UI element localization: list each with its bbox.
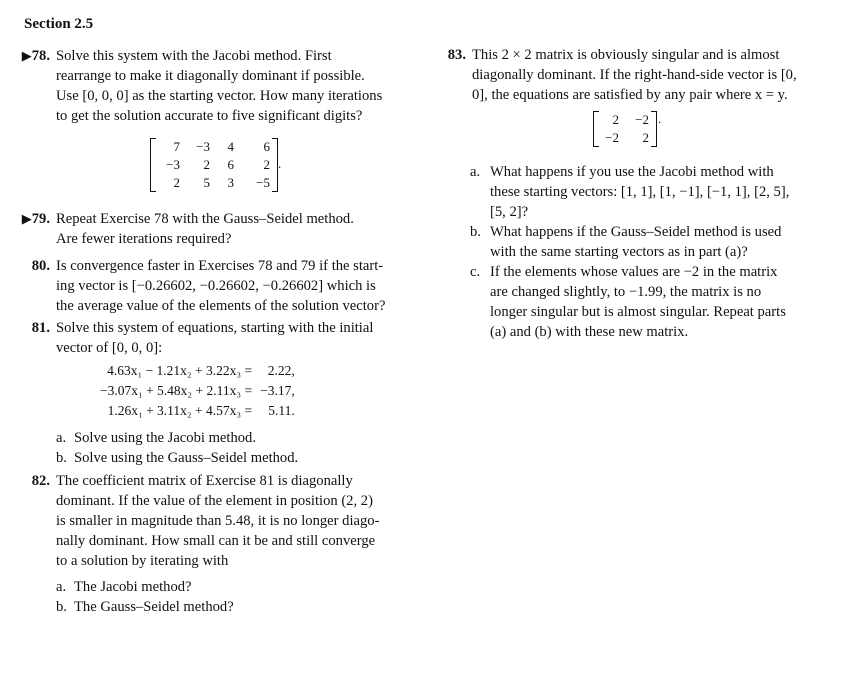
exercise-text: Repeat Exercise 78 with the Gauss–Seidel method. Are fewer iterations required? [56, 211, 354, 247]
equation-lhs: 4.63x₁ − 1.21x₂ + 3.22x₃ = [107, 363, 253, 378]
exercise-number: 81. [31, 320, 50, 336]
exercise-79 [0, 209, 400, 249]
exercise-number: 82. [31, 473, 50, 489]
triangle-marker-icon: ▶ [21, 211, 32, 226]
matrix-78-period: . [278, 156, 282, 171]
matrix-83-period: . [658, 111, 662, 126]
exercise-81-parts [0, 428, 400, 468]
exercise-83-parts [422, 162, 832, 342]
triangle-marker-icon: ▶ [21, 48, 32, 63]
exercise-text: Solve this system with the Jacobi method. First rearrange to make it diagonally dominant if possible. Use [0, 0, 0] as the starting vector. How many iterations to get the solution accurate to five significant digits? [56, 48, 383, 124]
exercise-78 [0, 46, 400, 126]
exercise-text: This 2 × 2 matrix is obviously singular and is almost diagonally dominant. If the right-hand-side vector is [0, 0], the equations are satisfied by any pair where x = y. [472, 47, 797, 103]
equation-rhs: −3.17, [260, 383, 295, 398]
section-title: Section 2.5 [24, 16, 94, 32]
exercise-number: ▶79. [21, 211, 50, 227]
exercise-text: Is convergence faster in Exercises 78 and 79 if the start- ing vector is [−0.26602, −0.26602, −0.26602] which is the average value of the elements of the solution vector? [56, 258, 386, 314]
exercise-number: ▶78. [21, 48, 50, 64]
exercise-81 [0, 318, 400, 358]
exercise-83 [422, 45, 832, 105]
equation-rhs: 2.22, [267, 363, 295, 378]
exercise-text: The coefficient matrix of Exercise 81 is diagonally dominant. If the value of the element in position (2, 2) is smaller in magnitude than 5.48, it is no longer diago- nally dominant. How small can it be and still converge to a solution by iterating with a. The Jacobi method? b. The Gauss–Seidel method? [56, 471, 400, 617]
list-item: b. Solve using the Gauss–Seidel method. [56, 450, 299, 466]
equation-rhs: 5.11. [268, 403, 295, 418]
exercise-number: 83. [447, 47, 466, 63]
equation-lhs: −3.07x₁ + 5.48x₂ + 2.11x₃ = [100, 383, 253, 398]
list-item: a. The Jacobi method? [56, 579, 192, 595]
list-item: a. Solve using the Jacobi method. [56, 430, 256, 446]
exercise-80 [0, 256, 400, 316]
equation-lhs: 1.26x₁ + 3.11x₂ + 4.57x₃ = [107, 403, 253, 418]
equation-system-81 [98, 361, 297, 421]
list-item: b. The Gauss–Seidel method? [56, 599, 234, 615]
list-item: a. What happens if you use the Jacobi method with these starting vectors: [1, 1], [1, −1], [−1, 1], [2, 5], [5, 2]? [470, 164, 790, 220]
exercise-text: Solve this system of equations, starting with the initial vector of [0, 0, 0]: [56, 320, 374, 356]
list-item: c. If the elements whose values are −2 in the matrix are changed slightly, to −1.99, the matrix is no longer singular but is almost singular. Repeat parts (a) and (b) with these new matrix. [470, 264, 786, 340]
matrix-83: 2 −2 −2 2 [593, 111, 657, 147]
list-item: b. What happens if the Gauss–Seidel method is used with the same starting vectors as in part (a)? [470, 224, 782, 260]
matrix-78: 7 −3 4 6 −3 2 6 2 2 5 3 −5 [150, 138, 278, 192]
exercise-number: 80. [31, 258, 50, 274]
exercise-82 [0, 471, 400, 617]
